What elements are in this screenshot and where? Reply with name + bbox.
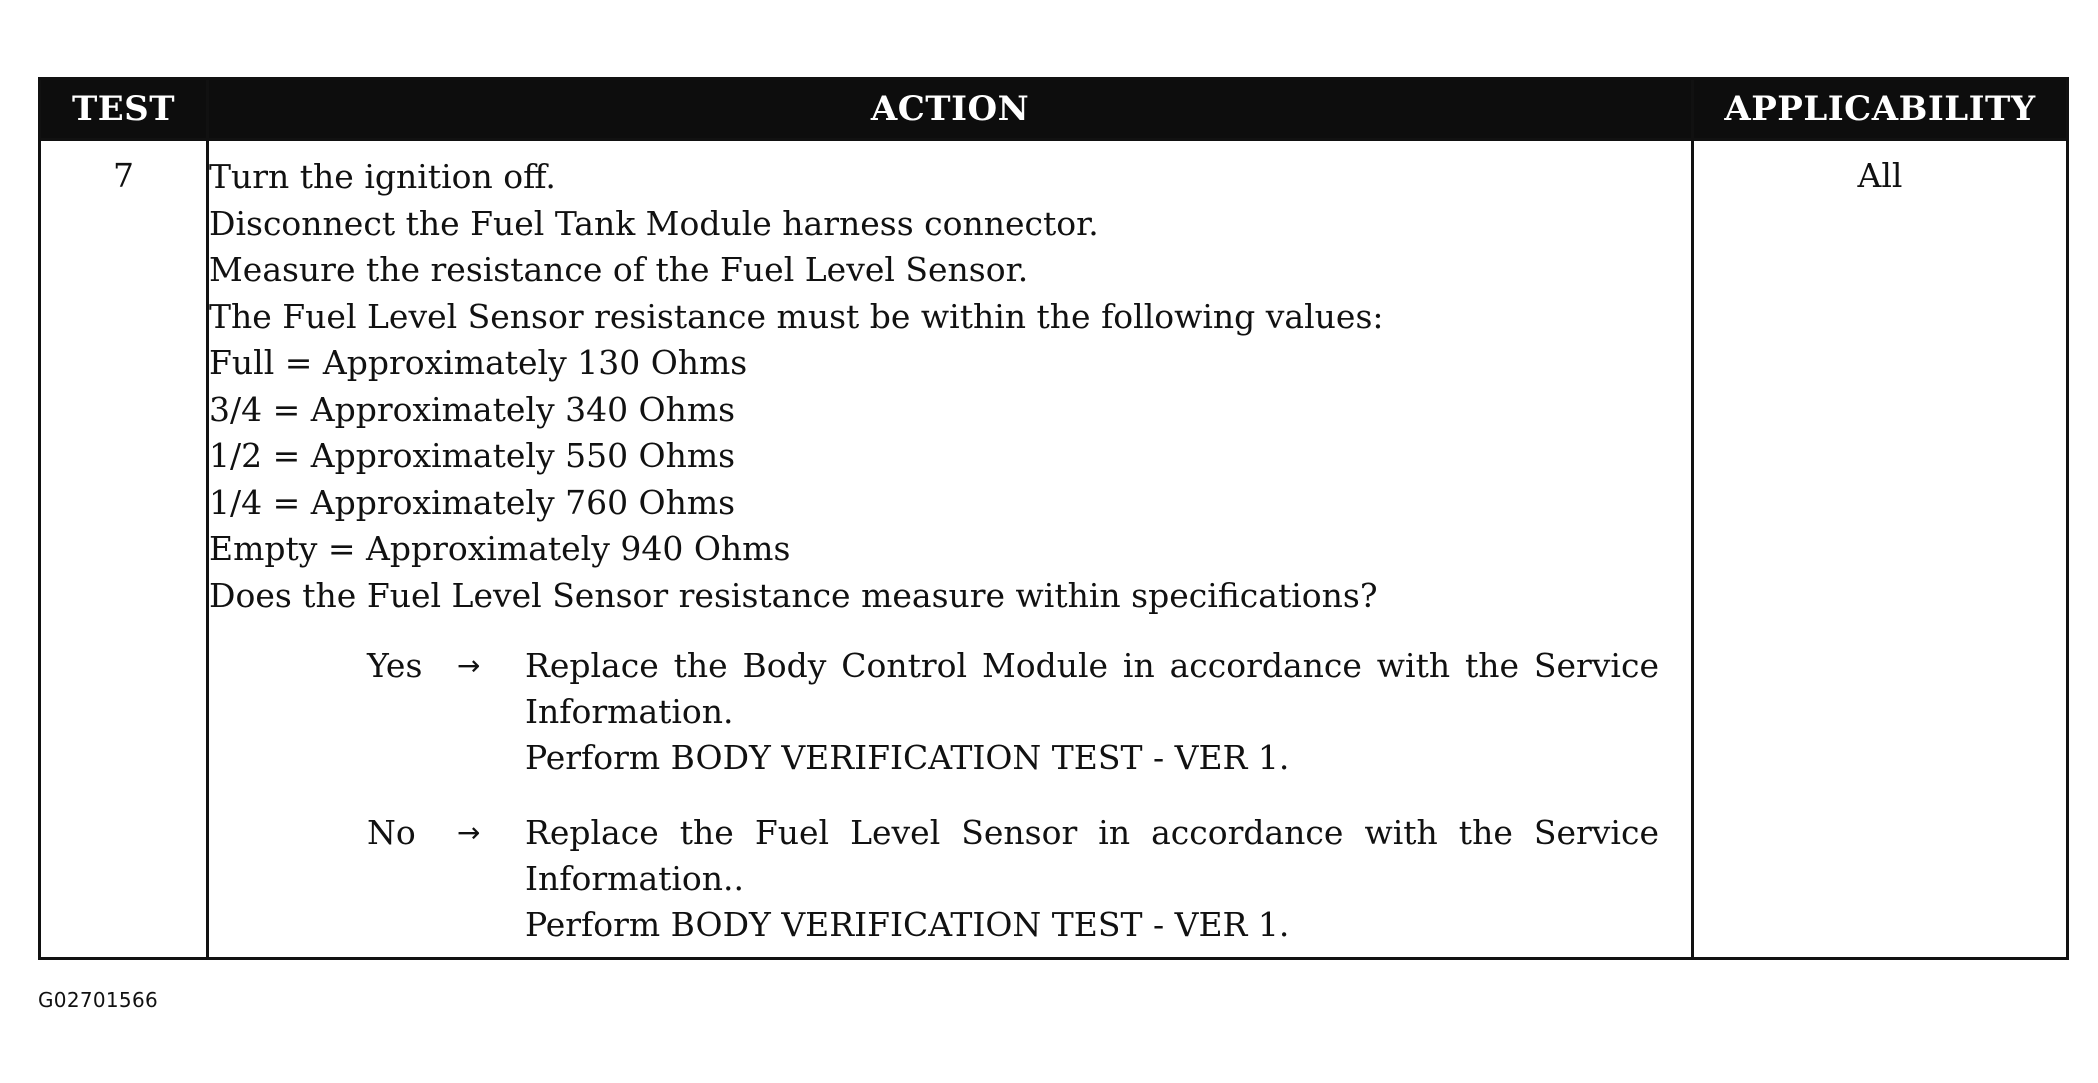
action-step: Disconnect the Fuel Tank Module harness connector.	[209, 203, 1099, 243]
table-header-row	[40, 79, 2068, 140]
applicability-value: All	[1857, 156, 1903, 195]
table-row	[40, 140, 2068, 959]
outcome-yes	[367, 643, 1691, 781]
outcome-no-label: No	[367, 813, 416, 852]
diagnostic-test-table	[38, 77, 2069, 960]
outcome-line: Information.	[525, 692, 734, 731]
outcome-no-text	[525, 810, 1659, 948]
action-step: Turn the ignition off.	[209, 157, 556, 196]
outcome-line: Replace the Body Control Module in accordance with the Service	[525, 646, 1659, 685]
resistance-spec-full: Full = Approximately 130 Ohms	[209, 343, 748, 382]
action-question: Does the Fuel Level Sensor resistance measure within specifications?	[209, 575, 1378, 615]
resistance-spec-three-quarter: 3/4 = Approximately 340 Ohms	[209, 389, 736, 429]
applicability-cell	[1693, 140, 2068, 959]
outcome-no	[367, 810, 1691, 948]
outcome-line: Replace the Fuel Level Sensor in accordance with the Service	[525, 813, 1659, 852]
header-test: TEST	[40, 79, 208, 140]
test-number: 7	[113, 156, 134, 195]
outcome-yes-text	[525, 643, 1659, 781]
right-arrow-icon: →	[457, 816, 481, 849]
resistance-spec-half: 1/2 = Approximately 550 Ohms	[209, 436, 736, 475]
header-applicability: APPLICABILITY	[1693, 79, 2068, 140]
resistance-spec-quarter: 1/4 = Approximately 760 Ohms	[209, 482, 736, 522]
action-step: The Fuel Level Sensor resistance must be within the following values:	[209, 296, 1384, 336]
resistance-spec-empty: Empty = Approximately 940 Ohms	[209, 529, 791, 568]
right-arrow-icon: →	[457, 649, 481, 682]
figure-id: G02701566	[38, 988, 158, 1012]
outcome-yes-label: Yes	[367, 646, 423, 685]
test-cell	[40, 140, 208, 959]
header-action: ACTION	[208, 79, 1693, 140]
action-step: Measure the resistance of the Fuel Level Sensor.	[209, 250, 1029, 289]
outcome-line: Information..	[525, 859, 745, 898]
outcome-line: Perform BODY VERIFICATION TEST - VER 1.	[525, 738, 1290, 777]
outcome-line: Perform BODY VERIFICATION TEST - VER 1.	[525, 905, 1290, 944]
action-cell	[208, 140, 1693, 959]
action-steps-list	[209, 141, 1691, 619]
